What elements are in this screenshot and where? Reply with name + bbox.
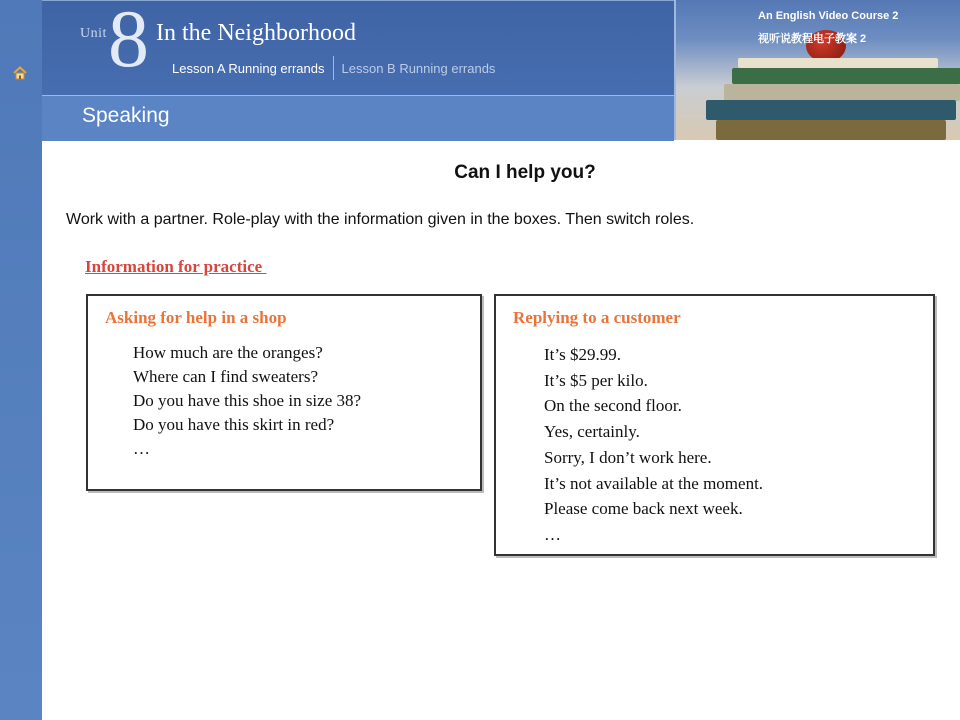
course-title-en: An English Video Course 2 [758, 10, 899, 22]
list-item: … [133, 439, 150, 458]
list-item: It’s $29.99. [544, 345, 621, 364]
list-item: How much are the oranges? [133, 343, 323, 362]
phrase-list [544, 342, 763, 548]
info-title: Information for practice [85, 257, 267, 276]
replying-customer-box [494, 294, 935, 556]
list-item: Yes, certainly. [544, 422, 640, 442]
phrase-list [133, 341, 361, 461]
home-icon [12, 65, 28, 86]
book-image [716, 120, 946, 140]
section-title: Speaking [82, 104, 170, 127]
page-heading: Can I help you? [454, 162, 596, 183]
lesson-b-link[interactable]: Lesson B Running errands [341, 60, 496, 76]
unit-number: 8 [108, 0, 149, 84]
box-title: Replying to a customer [513, 308, 681, 327]
book-image [732, 68, 960, 84]
box-title: Asking for help in a shop [105, 308, 287, 327]
list-item: Sorry, I don’t work here. [544, 447, 712, 467]
lesson-divider [333, 56, 334, 80]
list-item: … [544, 524, 561, 544]
list-item: Where can I find sweaters? [133, 367, 319, 386]
instruction-text: Work with a partner. Role-play with the information given in the boxes. Then switch roles. [66, 211, 695, 228]
list-item: It’s not available at the moment. [544, 473, 764, 493]
course-title-cn: 视听说教程电子教案 2 [758, 33, 867, 45]
course-photo [674, 0, 960, 140]
book-image [738, 58, 938, 68]
book-image [724, 84, 960, 101]
list-item: Do you have this skirt in red? [133, 415, 335, 434]
list-item: It’s $5 per kilo. [544, 370, 648, 390]
unit-label: Unit [80, 26, 107, 41]
book-image [706, 100, 956, 120]
lesson-nav [172, 56, 495, 80]
asking-help-box [86, 294, 482, 491]
header-banner [42, 0, 960, 140]
list-item: Please come back next week. [544, 499, 743, 519]
sidebar [0, 0, 42, 720]
lesson-a-link[interactable]: Lesson A Running errands [172, 60, 325, 76]
home-button[interactable] [8, 64, 32, 86]
unit-title: In the Neighborhood [156, 20, 356, 46]
list-item: Do you have this shoe in size 38? [133, 391, 362, 410]
list-item: On the second floor. [544, 396, 682, 416]
